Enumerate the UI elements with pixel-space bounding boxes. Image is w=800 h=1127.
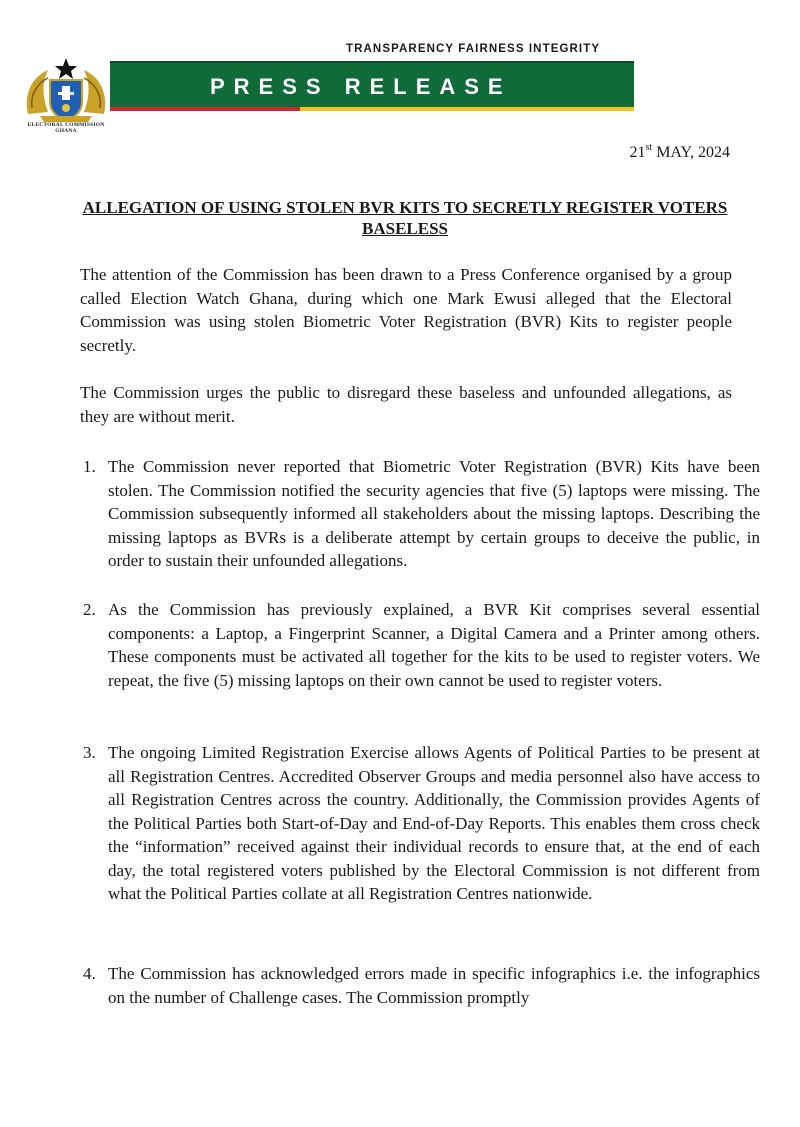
banner-stripe-red bbox=[110, 107, 300, 111]
list-item bbox=[80, 455, 760, 573]
intro-paragraph: The attention of the Commission has been drawn to a Press Conference organised by a group called Election Watch Ghana, during which one Mark Ewusi alleged that the Electoral Commission was using stolen Biometric Voter Registration (BVR) Kits to register people secretly. bbox=[80, 265, 732, 355]
list-item bbox=[80, 962, 760, 1009]
logo-caption bbox=[18, 122, 114, 134]
logo-caption-line-2: GHANA bbox=[55, 128, 77, 134]
headline: ALLEGATION OF USING STOLEN BVR KITS TO SECRETLY REGISTER VOTERS BASELESS bbox=[82, 198, 728, 238]
banner-stripe-yellow bbox=[300, 107, 634, 111]
list-item-text: The Commission has acknowledged errors made in specific infographics i.e. the infographics on the number of Challenge cases. The Commission promptly bbox=[108, 964, 760, 1007]
list-item-text: As the Commission has previously explained, a BVR Kit comprises several essential components: a Laptop, a Fingerprint Scanner, a Digital Camera and a Printer among others. These components must be activated all together for the kits to be used to register voters. We repeat, the five (5) missing laptops on their own cannot be used to register voters. bbox=[108, 600, 760, 690]
statement-paragraph: The Commission urges the public to disregard these baseless and unfounded allegations, as they are without merit. bbox=[80, 383, 732, 426]
list-item bbox=[80, 598, 760, 692]
press-release-banner bbox=[110, 61, 634, 109]
list-item-number: 4. bbox=[83, 964, 96, 983]
logo-caption-line-1: ELECTORAL COMMISSION bbox=[27, 122, 105, 128]
date-suffix: st bbox=[645, 142, 653, 153]
date-month-year: MAY, 2024 bbox=[652, 144, 730, 161]
list-item-text: The ongoing Limited Registration Exercise allows Agents of Political Parties to be present at all Registration Centres. Accredited Observer Groups and media personnel also have access to all Registration Centres across the country. Additionally, the Commission provides Agents of the Political Parties both Start-of-Day and End-of-Day Reports. This enables them cross check the “information” received against their individual records to ensure that, at the end of each day, the total registered voters published by the Electoral Commission is not different from what the Political Parties collate at all Registration Centres nationwide. bbox=[108, 743, 760, 903]
list-item-number: 1. bbox=[83, 457, 96, 476]
list-item-number: 2. bbox=[83, 600, 96, 619]
banner-title: PRESS RELEASE bbox=[210, 74, 512, 99]
electoral-commission-logo bbox=[18, 56, 114, 138]
date-day: 21 bbox=[629, 144, 646, 161]
release-date bbox=[630, 144, 730, 162]
list-item bbox=[80, 741, 760, 906]
list-item-text: The Commission never reported that Biometric Voter Registration (BVR) Kits have been stolen. The Commission notified the security agencies that five (5) laptops were missing. The Commission subsequently informed all stakeholders about the missing laptops. Describing the missing laptops as BVRs is a deliberate attempt by certain groups to deceive the public, in order to sustain their unfounded allegations. bbox=[108, 457, 760, 570]
coat-of-arms-icon bbox=[18, 56, 114, 124]
tagline: TRANSPARENCY FAIRNESS INTEGRITY bbox=[346, 43, 601, 55]
list-item-number: 3. bbox=[83, 743, 96, 762]
